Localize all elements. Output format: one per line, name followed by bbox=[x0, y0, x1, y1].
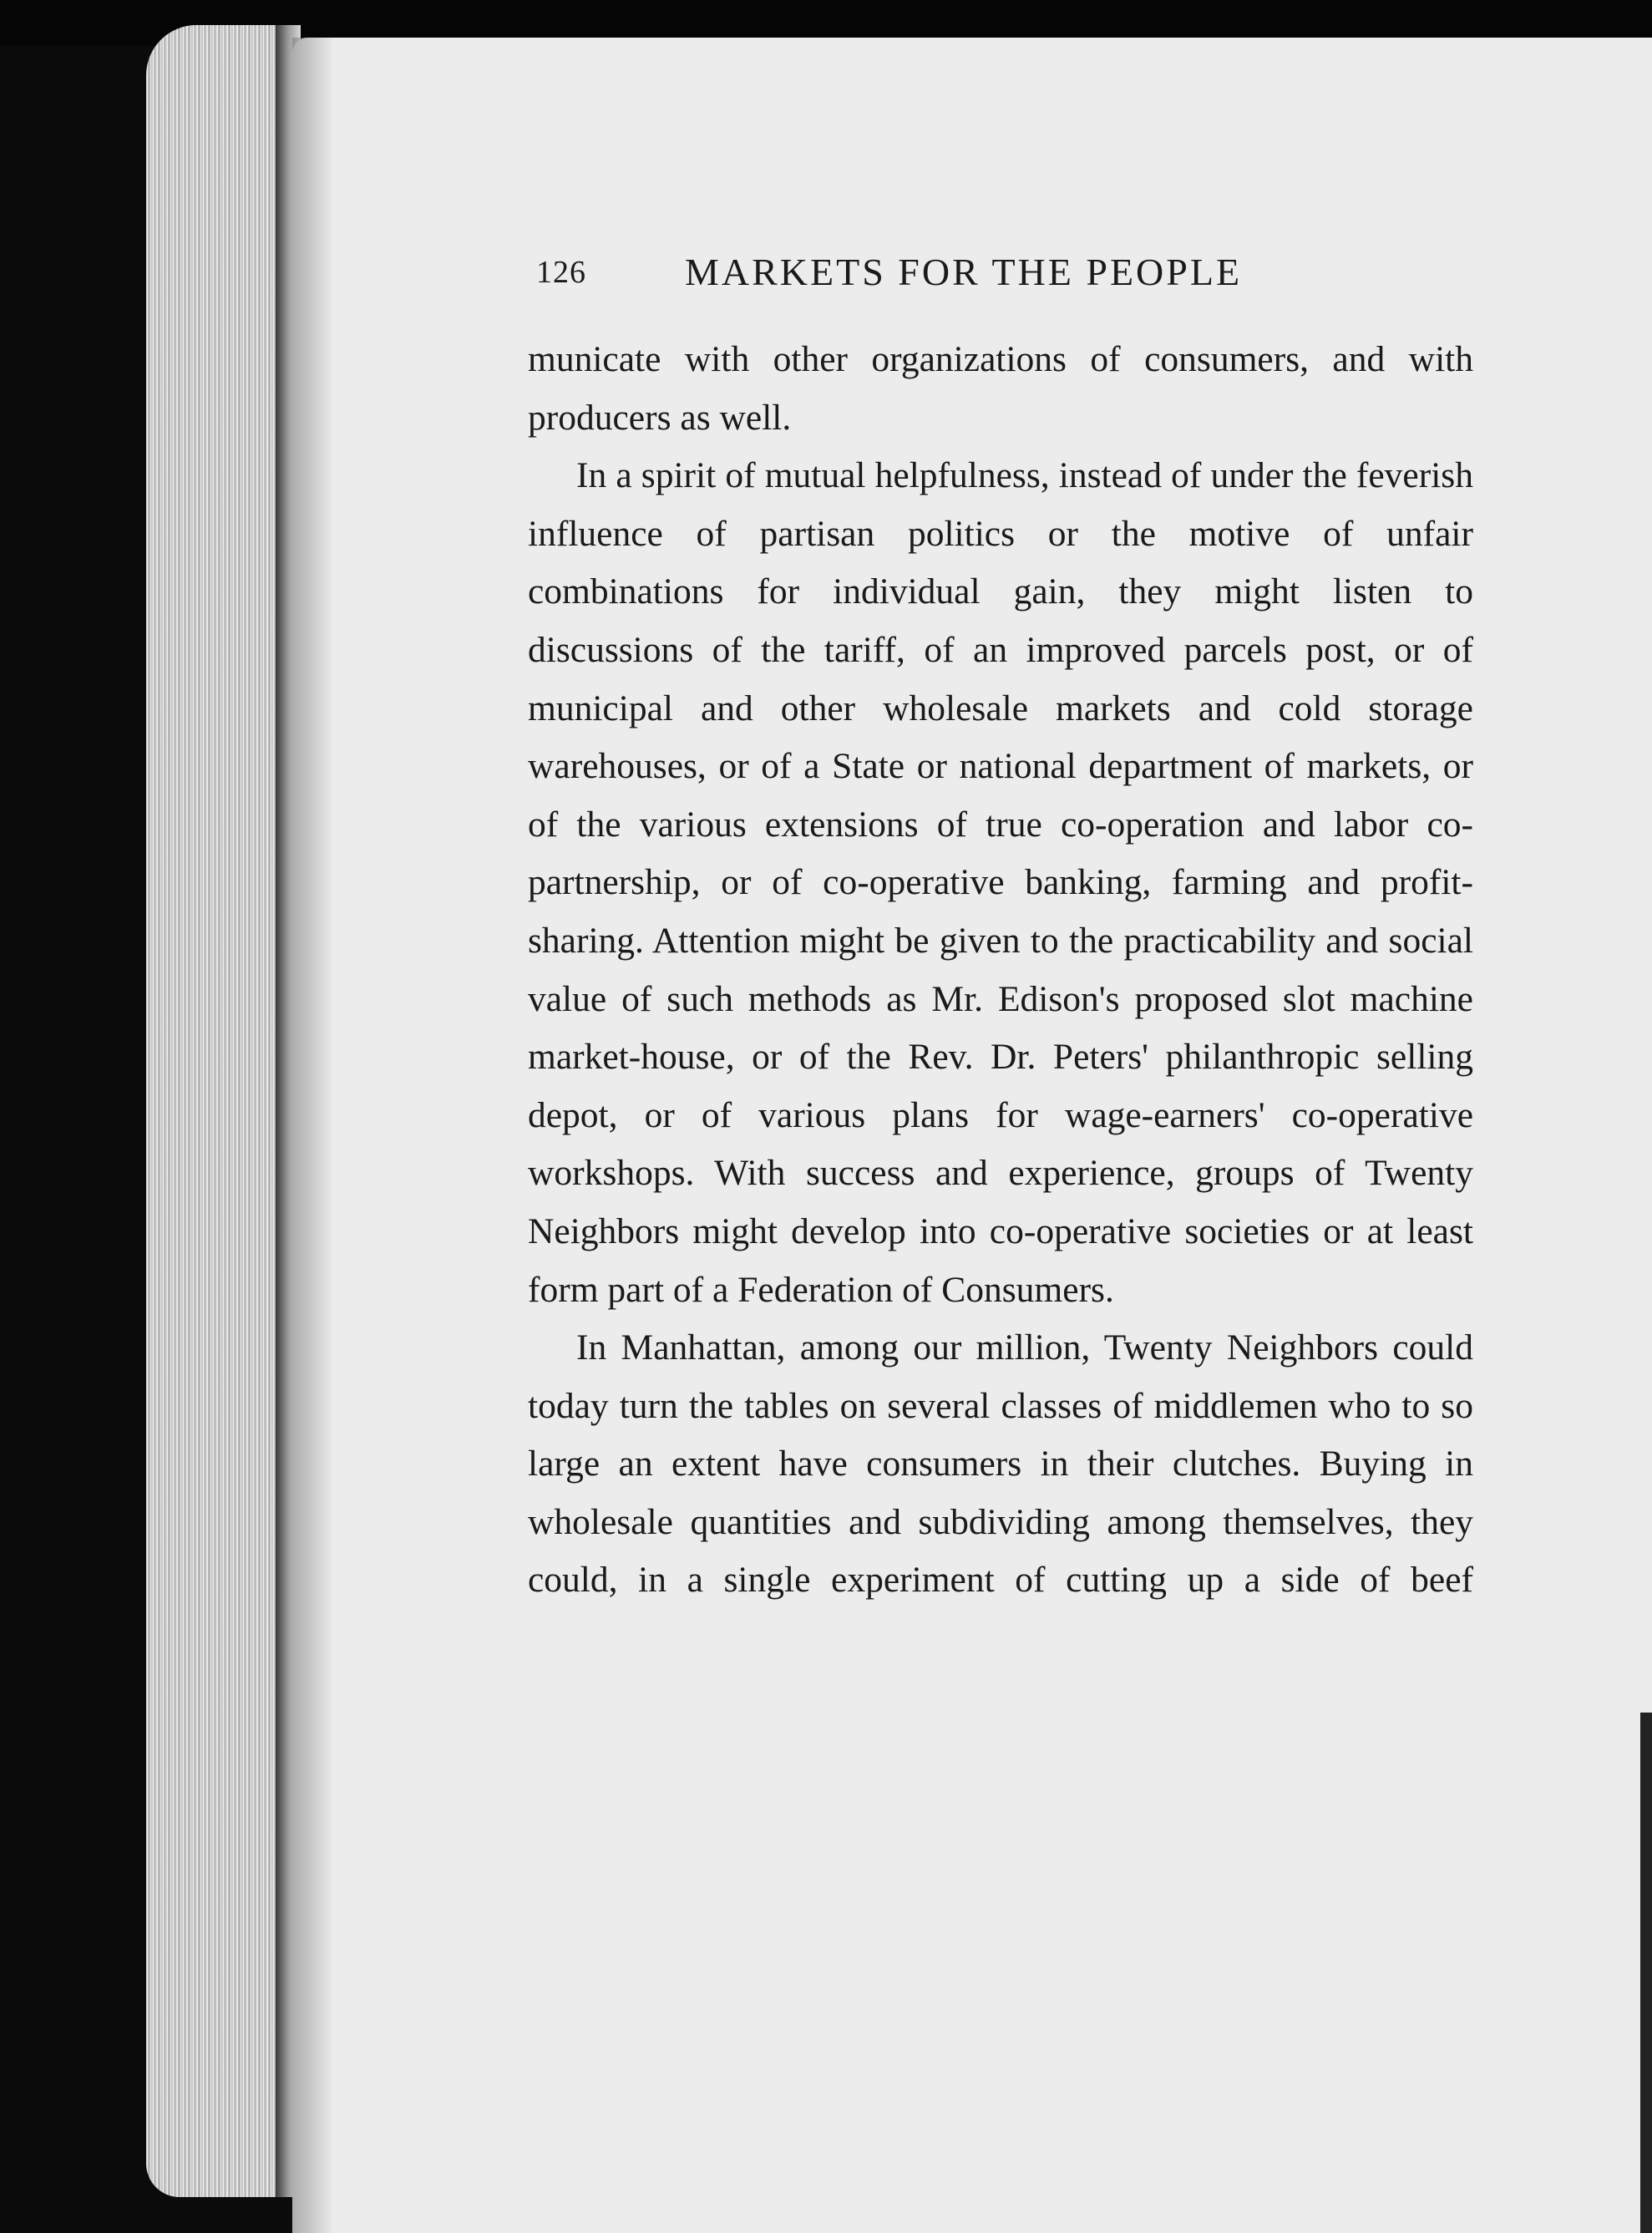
scan-right-border bbox=[1640, 1713, 1652, 2233]
running-head bbox=[528, 247, 1473, 297]
paragraph-mutual-helpfulness: In a spirit of mutual helpfulness, instead of under the feverish influence of partisan politics or the motive of unfair combinations for individual gain, they might listen to discussions of the tariff, of an improved parcels post, or of municipal and other wholesale markets and cold storage warehouses, or of a State or national department of markets, or of the various extensions of true co-operation and labor co-partnership, or of co-operative banking, farming and profit-sharing. Attention might be given to the practicability and social value of such methods as Mr. Edison's proposed slot machine market-house, or of the Rev. Dr. Peters' philanthropic selling depot, or of various plans for wage-earners' co-operative workshops. With success and experience, groups of Twenty Neighbors might develop into co-operative societies or at least form part of a Federation of Consumers. bbox=[528, 455, 1473, 1310]
running-title: MARKETS FOR THE PEOPLE bbox=[685, 251, 1243, 293]
paragraph-manhattan: In Manhattan, among our million, Twenty Neighbors could today turn the tables on several classes of middlemen who to so large an extent have consumers in their clutches. Buying in wholesale quantities and subdividing among themselves, they could, in a single experiment of cutting up a side of beef bbox=[528, 1327, 1473, 1601]
body-text bbox=[528, 331, 1473, 1610]
paragraph-continuation: municate with other organizations of consumers, and with producers as well. bbox=[528, 339, 1473, 438]
page-number: 126 bbox=[536, 255, 586, 290]
gutter-shadow bbox=[292, 38, 334, 2233]
book-page-edges bbox=[146, 25, 292, 2197]
text-block bbox=[528, 247, 1473, 1610]
